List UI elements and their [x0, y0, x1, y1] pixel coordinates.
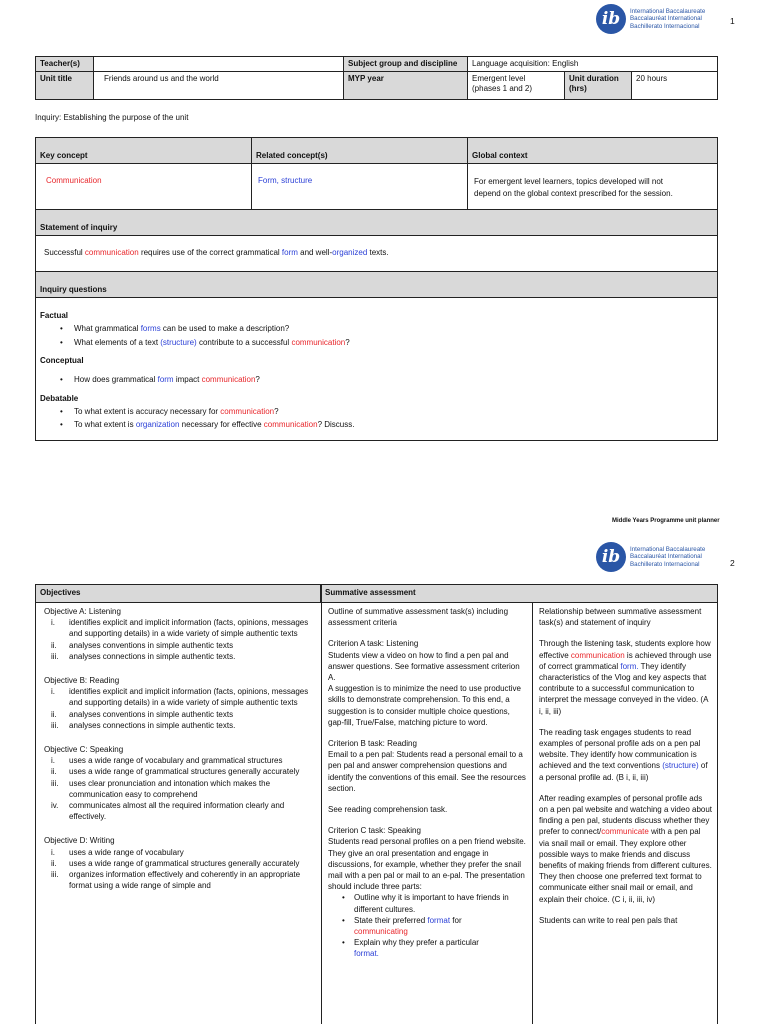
statement-fragment: texts. [367, 248, 389, 257]
criterion-c-title: Criterion C task: Speaking [328, 826, 421, 836]
item-number: iv. [51, 801, 59, 811]
question-fragment: ? Discuss. [317, 420, 355, 429]
item-number: iii. [51, 720, 59, 730]
item-text: communicates almost all the required information clearly and effectively. [69, 801, 285, 822]
objectives-assessment-table [35, 584, 718, 1024]
factual-label: Factual [40, 311, 69, 320]
list-item [40, 373, 713, 387]
criterion-b-text: Email to a pen pal: Students read a personal email to a pen pal and answer comprehension questions and identify the conventions of this email. See the resources section. [328, 750, 526, 793]
item-text: identifies explicit and implicit information (facts, opinions, messages and supporting details) in a wide variety of simple authentic texts [69, 687, 309, 708]
key-concept-value: Communication [36, 164, 252, 209]
footer-note: Middle Years Programme unit planner [612, 518, 720, 524]
objective-item [44, 858, 314, 869]
conceptual-list [40, 373, 713, 387]
concepts-row [36, 164, 717, 210]
related-concepts-value: Form, structure [252, 164, 468, 209]
question-fragment: communication [201, 375, 256, 384]
question-fragment: ? [274, 406, 279, 416]
question-fragment: What grammatical [74, 324, 141, 333]
objective-title: Objective D: Writing [44, 836, 115, 846]
objective-item [44, 755, 314, 766]
question-fragment: What elements of a text [74, 337, 161, 347]
ib-logo-mark: ib [596, 542, 626, 572]
statement-fragment: requires use of the correct grammatical [138, 248, 282, 257]
factual-list [40, 322, 713, 349]
bullet-fragment: Explain why they prefer a particular [354, 938, 479, 948]
relationship-paragraph [539, 638, 712, 716]
objectives-column [36, 603, 320, 1024]
item-text: organizes information effectively and coherently in an appropriate format using a wide range of simple and [69, 870, 301, 891]
statement-fragment: and well- [297, 248, 333, 257]
item-text: analyses connections in simple authentic texts. [69, 720, 236, 730]
inquiry-questions-label: Inquiry questions [36, 272, 717, 298]
criterion-a-title: Criterion A task: Listening [328, 639, 419, 649]
objective-item [44, 617, 314, 639]
unit-title-label: Unit title [36, 72, 94, 100]
statement-fragment: Successful [44, 248, 85, 257]
list-item [328, 937, 526, 959]
question-fragment: communication [263, 420, 318, 429]
question-fragment: contribute to a successful [196, 337, 292, 347]
item-text: uses a wide range of vocabulary and grammatical structures [69, 756, 283, 766]
item-number: i. [51, 756, 55, 766]
paragraph-fragment: with a pen pal via snail mail or email. They explore other possible ways to make friends and discuss benefits of making friends from different cultures. They then choose one preferred text format to communicate either snail mail or email, and explain their choice. (C i, ii, iii, iv) [539, 827, 712, 904]
list-item [40, 336, 713, 350]
statement-fragment: communication [84, 248, 139, 257]
table-header [36, 585, 717, 603]
logo-line: Baccalauréat International [630, 15, 702, 23]
summative-header: Summative assessment [325, 588, 416, 597]
list-item [40, 322, 713, 336]
question-fragment: communication [291, 337, 346, 347]
concepts-header [36, 138, 717, 164]
global-context-label: Global context [472, 151, 528, 160]
item-number: iii. [51, 870, 59, 880]
ib-logo-mark: ib [596, 4, 626, 34]
duration-value: 20 hours [632, 72, 718, 100]
item-number: ii. [51, 858, 57, 868]
bullet-fragment: format [427, 915, 451, 925]
question-fragment: ? [255, 375, 260, 384]
relationship-paragraph [539, 793, 712, 905]
item-number: iii. [51, 651, 59, 661]
level-line: (phases 1 and 2) [472, 84, 533, 93]
level-line: Emergent level [472, 74, 526, 83]
objective-item [44, 709, 314, 720]
subject-label: Subject group and discipline [344, 57, 468, 72]
item-number: i. [51, 618, 55, 628]
relationship-column [533, 603, 718, 1024]
question-fragment: (structure) [160, 337, 197, 347]
item-text: identifies explicit and implicit information (facts, opinions, messages and supporting details) in a wide variety of simple authentic texts [69, 618, 309, 639]
logo-line: Baccalauréat International [630, 553, 702, 561]
objective-item [44, 651, 314, 662]
question-fragment: form [157, 375, 174, 384]
key-concept-label: Key concept [36, 138, 252, 163]
debatable-list [40, 405, 713, 432]
item-number: ii. [51, 640, 57, 650]
item-text: uses a wide range of vocabulary [69, 847, 184, 857]
question-fragment: can be used to make a description? [160, 324, 290, 333]
global-context-line: depend on the global context prescribed for the session. [474, 189, 673, 198]
criterion-a-text2: A suggestion is to minimize the need to use productive skills to demonstrate comprehension. To this end, a suggestion is to consider multiple choice questions, gap-fill, True/False, matching picture to word. [328, 684, 521, 727]
item-text: analyses connections in simple authentic texts. [69, 651, 236, 661]
teacher-value [94, 57, 344, 72]
paragraph-fragment: is achieved through use of correct grammatical [539, 650, 712, 671]
question-fragment: forms [140, 324, 161, 333]
list-item: • Outline why it is important to have friends in different cultures. [328, 892, 526, 914]
statement-label: Statement of inquiry [36, 210, 717, 236]
objective-item [44, 778, 314, 800]
paragraph-fragment: of a personal profile ad. (B i, ii, iii) [539, 761, 708, 782]
paragraph-fragment: After reading examples of personal profile ads on a pen pal website and watching a video about finding a pen pal, students discuss whether they prefer to connect/ [539, 793, 713, 837]
unit-title-value: Friends around us and the world [94, 72, 344, 100]
objective-title: Objective C: Speaking [44, 745, 124, 755]
statement-fragment: organized [332, 248, 368, 257]
paragraph-fragment: communicate [601, 827, 649, 837]
item-text: uses a wide range of grammatical structures generally accurately [69, 858, 300, 868]
question-fragment: ? [345, 337, 350, 347]
question-fragment: communication [220, 406, 275, 416]
myp-year-label: MYP year [344, 72, 468, 100]
item-text: uses clear pronunciation and intonation which makes the communication easy to comprehend [69, 778, 271, 799]
ib-logo-text [630, 546, 705, 569]
objectives-header: Objectives [36, 585, 321, 602]
objective-title: Objective B: Reading [44, 676, 120, 686]
item-number: i. [51, 687, 55, 697]
paragraph-fragment: form. [620, 661, 639, 671]
objective-item [44, 847, 314, 858]
logo-line: International Baccalaureate [630, 7, 706, 15]
inquiry-questions-body [36, 298, 717, 432]
teacher-label: Teacher(s) [36, 57, 94, 72]
inquiry-heading: Inquiry: Establishing the purpose of the unit [35, 113, 189, 122]
duration-label-line: (hrs) [569, 84, 587, 93]
item-text: analyses conventions in simple authentic texts [69, 709, 234, 719]
question-fragment: To what extent is accuracy necessary for [74, 406, 221, 416]
bullet-fragment: for [450, 915, 462, 925]
item-text: analyses conventions in simple authentic texts [69, 640, 234, 650]
subject-value: Language acquisition: English [468, 57, 718, 72]
item-number: ii. [51, 709, 57, 719]
outline-heading: Outline of summative assessment task(s) including assessment criteria [328, 607, 509, 628]
question-fragment: impact [173, 375, 202, 384]
logo-line: Bachillerato Internacional [630, 560, 700, 568]
relationship-paragraph: Students can write to real pen pals that [539, 915, 678, 925]
bullet-fragment: format. [354, 949, 379, 959]
objective-item [44, 766, 314, 777]
bullet-fragment: communicating [354, 927, 408, 937]
inquiry-box [35, 137, 718, 441]
criterion-b-title: Criterion B task: Reading [328, 739, 417, 749]
objective-item [44, 640, 314, 651]
criterion-b-text2: See reading comprehension task. [328, 805, 448, 815]
logo-line: International Baccalaureate [630, 545, 706, 553]
outline-column [322, 603, 532, 1024]
duration-label [565, 72, 632, 100]
item-number: i. [51, 847, 55, 857]
debatable-label: Debatable [40, 393, 79, 403]
global-context-line: For emergent level learners, topics developed will not [474, 177, 663, 186]
statement-fragment: form [281, 248, 298, 257]
global-context-value [468, 164, 717, 209]
objective-item [44, 686, 314, 708]
criterion-c-text: Students read personal profiles on a pen friend website. They give an oral presentation and engage in discussions, for example, whether they prefer the snail mail with a pen pal or mail to an e-pal. The presentation should include three parts: [328, 837, 526, 892]
ib-logo [596, 4, 705, 34]
paragraph-fragment: They identify characteristics of the Vlog and key aspects that contribute to a successful communication to interpret the message conveyed in the video. (A i, ii, iii) [539, 661, 708, 716]
unit-header-table [35, 56, 718, 100]
question-fragment: How does grammatical [74, 375, 158, 384]
objective-item [44, 800, 314, 822]
relationship-paragraph [539, 727, 712, 783]
logo-line: Bachillerato Internacional [630, 22, 700, 30]
question-fragment: To what extent is [74, 420, 136, 429]
bullet-fragment: State their preferred [354, 915, 428, 925]
page-number: 2 [730, 558, 735, 568]
myp-level-value [468, 72, 565, 100]
list-item [328, 915, 526, 937]
duration-label-line: Unit duration [569, 74, 619, 83]
paragraph-fragment: (structure) [662, 761, 699, 771]
objective-title: Objective A: Listening [44, 607, 121, 616]
ib-logo-text [630, 8, 705, 31]
statement-text [36, 236, 717, 272]
page-number: 1 [730, 16, 735, 26]
ib-logo [596, 542, 705, 572]
paragraph-fragment: Through the listening task, students explore how effective [539, 639, 711, 660]
objective-item [44, 720, 314, 731]
item-text: uses a wide range of grammatical structures generally accurately [69, 767, 300, 777]
conceptual-label: Conceptual [40, 356, 84, 365]
relationship-heading: Relationship between summative assessment task(s) and statement of inquiry [539, 607, 702, 628]
paragraph-fragment: The reading task engages students to read examples of personal profile ads on a pen pal website. They identify how communication is achieved and the text conventions [539, 727, 701, 771]
paragraph-fragment: communication [570, 650, 625, 660]
related-concepts-label: Related concept(s) [252, 138, 468, 163]
list-item [40, 418, 713, 432]
question-fragment: organization [135, 420, 180, 429]
objective-item [44, 869, 314, 891]
list-item [40, 405, 713, 419]
item-number: ii. [51, 767, 57, 777]
question-fragment: necessary for effective [179, 420, 264, 429]
item-number: iii. [51, 778, 59, 788]
criterion-a-text: Students view a video on how to find a pen pal and answer questions. See formative assessment criterion A. [328, 650, 520, 683]
